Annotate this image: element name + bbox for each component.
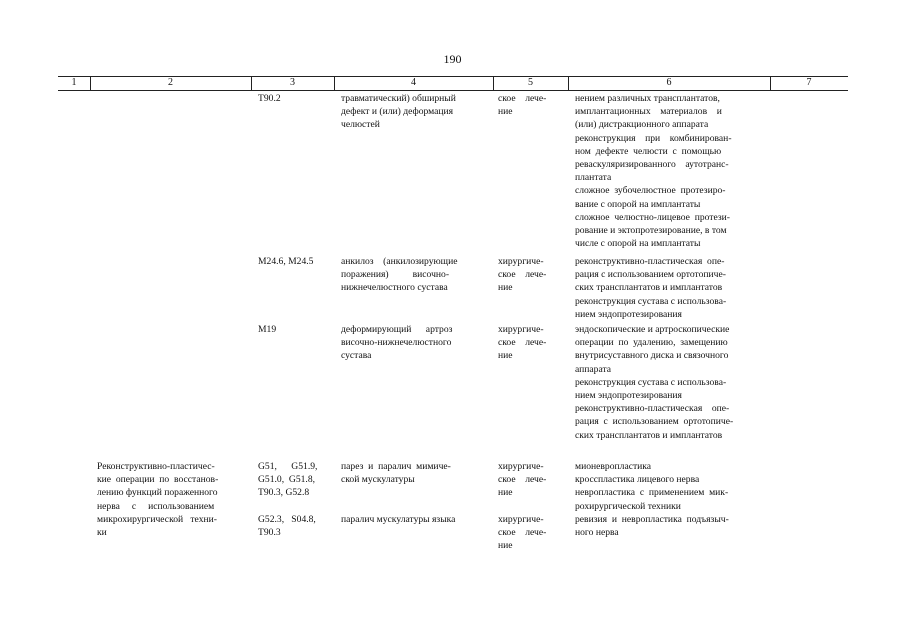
diagnosis-code-cell: G51, G51.9, G51.0, G51.8, T90.3, G52.8 [258,461,318,499]
treatment-method-cell: эндоскопические и артроскопические операции по удалению, замещению внутрисуставного диска и связочного аппарата реконструкция сустава с использова- нием эндопротезирования реконструктивно-пластическая опе- рация с использованием ортотопиче- ских трансплантатов и имплантатов [575,324,734,441]
treatment-type-cell: ское лече- ние [498,93,547,118]
column-number-5: 5 [528,77,533,88]
condition-cell: деформирующий артроз височно-нижнечелюстного сустава [341,324,453,362]
column-number-3: 3 [290,77,295,88]
condition-cell: парез и паралич мимиче- ской мускулатуры [341,461,451,486]
header-bottom-rule [58,90,848,91]
treatment-method-cell: ревизия и невропластика подъязыч- ного нерва [575,514,729,539]
page-number: 190 [443,52,462,66]
diagnosis-code-cell: T90.2 [258,93,281,104]
column-number-4: 4 [411,77,416,88]
treatment-method-cell: мионевропластика кросспластика лицевого нерва невропластика с применением мик- рохирургической техники [575,461,729,512]
condition-cell: паралич мускулатуры языка [341,514,456,525]
condition-cell: травматический) обширный дефект и (или) деформация челюстей [341,93,456,131]
column-number-6: 6 [666,77,672,88]
diagnosis-code-cell: M19 [258,324,277,335]
column-number-2: 2 [168,77,173,88]
column-number-1: 1 [71,77,77,88]
treatment-method-cell: реконструктивно-пластическая опе- рация с использованием ортотопиче- ских трансплантатов и имплантатов реконструкция сустава с использова- нием эндопротезирования [575,256,727,320]
column-number-7: 7 [806,77,812,88]
diagnosis-code-cell: G52.3, S04.8, T90.3 [258,514,316,539]
treatment-type-cell: хирургиче- ское лече- ние [498,324,547,362]
intervention-cell: Реконструктивно-пластичес- кие операции по восстанов- лению функций пораженного нерва с использованием микрохирургической техни- ки [97,461,219,539]
treatment-type-cell: хирургиче- ское лече- ние [498,461,547,499]
diagnosis-code-cell: M24.6, M24.5 [258,256,314,267]
treatment-type-cell: хирургиче- ское лече- ние [498,514,547,552]
treatment-type-cell: хирургиче- ское лече- ние [498,256,547,294]
treatment-method-cell: нением различных трансплантатов, имплантационных материалов и (или) дистракционного аппарата реконструкция при комбинирован- ном дефекте челюсти с помощью реваскуляризированного аутотранс- плантата сложное зубочелюстное протезиро- вание с опорой на имплантаты сложное челюстно-лицевое протези- рование и эктопротезирование, в том числе с опорой на имплантаты [575,93,732,250]
condition-cell: анкилоз (анкилозирующие поражения) височно- нижнечелюстного сустава [341,256,458,294]
